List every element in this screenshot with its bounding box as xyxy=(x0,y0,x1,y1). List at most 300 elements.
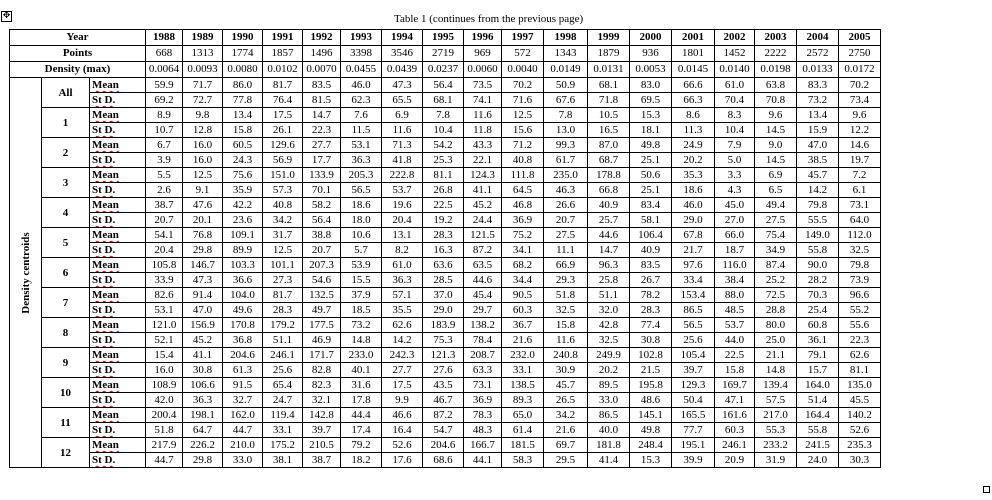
value-cell: 35.5 xyxy=(382,303,423,318)
mean-label: Mean xyxy=(92,169,119,181)
value-cell: 29.3 xyxy=(544,273,588,288)
value-cell: 46.0 xyxy=(341,78,382,93)
value-cell: 166.7 xyxy=(464,438,502,453)
year-row-cell: 2000 xyxy=(630,30,672,46)
value-cell: 140.2 xyxy=(839,408,881,423)
table-row xyxy=(10,453,881,468)
value-cell: 175.2 xyxy=(263,438,303,453)
value-cell: 73.5 xyxy=(464,78,502,93)
value-cell: 9.9 xyxy=(382,393,423,408)
value-cell: 48.5 xyxy=(715,303,755,318)
value-cell: 138.2 xyxy=(464,318,502,333)
value-cell: 124.3 xyxy=(464,168,502,183)
value-cell: 7.8 xyxy=(544,108,588,123)
value-cell: 64.0 xyxy=(839,213,881,228)
value-cell: 8.2 xyxy=(382,243,423,258)
std-dev-label: St D. xyxy=(92,244,116,256)
value-cell: 54.6 xyxy=(303,273,341,288)
table-move-handle-icon[interactable]: ✥ xyxy=(2,11,11,21)
year-row-cell: 1994 xyxy=(382,30,423,46)
value-cell: 71.2 xyxy=(502,138,544,153)
value-cell: 87.4 xyxy=(755,258,797,273)
mean-label: Mean xyxy=(92,199,119,211)
value-cell: 83.3 xyxy=(797,78,839,93)
value-cell: 204.6 xyxy=(223,348,263,363)
value-cell: 15.8 xyxy=(544,318,588,333)
value-cell: 54.1 xyxy=(146,228,183,243)
value-cell: 34.1 xyxy=(502,243,544,258)
points-row-cell: 1452 xyxy=(715,46,755,62)
value-cell: 5.0 xyxy=(715,153,755,168)
value-cell: 33.0 xyxy=(223,453,263,468)
value-cell: 22.5 xyxy=(715,348,755,363)
value-cell: 75.3 xyxy=(423,333,464,348)
value-cell: 39.9 xyxy=(672,453,715,468)
value-cell: 11.1 xyxy=(544,243,588,258)
value-cell: 161.6 xyxy=(715,408,755,423)
value-cell: 46.8 xyxy=(502,198,544,213)
value-cell: 38.4 xyxy=(715,273,755,288)
points-row xyxy=(10,46,881,62)
value-cell: 14.8 xyxy=(341,333,382,348)
value-cell: 52.6 xyxy=(382,438,423,453)
table-row xyxy=(10,78,881,93)
stat-label-cell xyxy=(90,228,146,243)
value-cell: 27.7 xyxy=(382,363,423,378)
value-cell: 83.5 xyxy=(303,78,341,93)
std-dev-label: St D. xyxy=(92,394,116,406)
value-cell: 18.0 xyxy=(341,213,382,228)
value-cell: 82.6 xyxy=(146,288,183,303)
value-cell: 121.3 xyxy=(423,348,464,363)
std-dev-label: St D. xyxy=(92,94,116,106)
points-row-cell: 572 xyxy=(502,46,544,62)
value-cell: 25.4 xyxy=(797,303,839,318)
value-cell: 90.5 xyxy=(502,288,544,303)
value-cell: 16.5 xyxy=(588,123,630,138)
mean-label: Mean xyxy=(92,409,119,421)
value-cell: 79.2 xyxy=(341,438,382,453)
value-cell: 217.0 xyxy=(755,408,797,423)
value-cell: 10.5 xyxy=(588,108,630,123)
density-row-cell: 0.0080 xyxy=(223,62,263,78)
value-cell: 25.0 xyxy=(755,333,797,348)
stat-label-cell xyxy=(90,213,146,228)
value-cell: 61.0 xyxy=(382,258,423,273)
value-cell: 89.3 xyxy=(502,393,544,408)
value-cell: 29.5 xyxy=(544,453,588,468)
value-cell: 25.6 xyxy=(263,363,303,378)
density-row-cell: 0.0064 xyxy=(146,62,183,78)
value-cell: 61.4 xyxy=(502,423,544,438)
value-cell: 28.3 xyxy=(423,228,464,243)
value-cell: 70.8 xyxy=(755,93,797,108)
value-cell: 49.8 xyxy=(630,138,672,153)
density-row-cell: 0.0060 xyxy=(464,62,502,78)
value-cell: 44.0 xyxy=(715,333,755,348)
value-cell: 14.6 xyxy=(839,138,881,153)
points-row-cell: 1343 xyxy=(544,46,588,62)
year-row-label: Year xyxy=(10,30,146,46)
value-cell: 36.6 xyxy=(223,273,263,288)
mean-label: Mean xyxy=(92,139,119,151)
value-cell: 241.5 xyxy=(797,438,839,453)
value-cell: 6.9 xyxy=(382,108,423,123)
value-cell: 22.3 xyxy=(303,123,341,138)
value-cell: 200.4 xyxy=(146,408,183,423)
value-cell: 28.5 xyxy=(423,273,464,288)
value-cell: 41.1 xyxy=(464,183,502,198)
value-cell: 11.6 xyxy=(544,333,588,348)
value-cell: 26.5 xyxy=(544,393,588,408)
mean-label: Mean xyxy=(92,439,119,451)
density-row-label: Density (max) xyxy=(10,62,146,78)
year-row-cell: 2005 xyxy=(839,30,881,46)
value-cell: 71.3 xyxy=(382,138,423,153)
value-cell: 70.2 xyxy=(839,78,881,93)
value-cell: 8.6 xyxy=(672,108,715,123)
value-cell: 33.9 xyxy=(146,273,183,288)
value-cell: 58.3 xyxy=(502,453,544,468)
value-cell: 36.1 xyxy=(797,333,839,348)
points-row-cell: 1774 xyxy=(223,46,263,62)
year-row-cell: 1989 xyxy=(183,30,223,46)
value-cell: 59.9 xyxy=(146,78,183,93)
value-cell: 179.2 xyxy=(263,318,303,333)
value-cell: 29.0 xyxy=(423,303,464,318)
value-cell: 17.6 xyxy=(382,453,423,468)
value-cell: 183.9 xyxy=(423,318,464,333)
stat-label-cell xyxy=(90,453,146,468)
value-cell: 81.5 xyxy=(303,93,341,108)
value-cell: 71.7 xyxy=(183,78,223,93)
value-cell: 38.5 xyxy=(797,153,839,168)
value-cell: 21.6 xyxy=(544,423,588,438)
value-cell: 102.8 xyxy=(630,348,672,363)
value-cell: 51.8 xyxy=(544,288,588,303)
value-cell: 31.6 xyxy=(341,378,382,393)
points-row-cell: 2750 xyxy=(839,46,881,62)
stat-label-cell xyxy=(90,363,146,378)
stat-label-cell xyxy=(90,138,146,153)
density-row-cell: 0.0172 xyxy=(839,62,881,78)
value-cell: 34.2 xyxy=(544,408,588,423)
density-row-cell: 0.0198 xyxy=(755,62,797,78)
value-cell: 29.8 xyxy=(183,243,223,258)
value-cell: 20.2 xyxy=(588,363,630,378)
value-cell: 8.3 xyxy=(715,108,755,123)
value-cell: 25.1 xyxy=(630,183,672,198)
value-cell: 41.8 xyxy=(382,153,423,168)
value-cell: 97.6 xyxy=(672,258,715,273)
value-cell: 87.0 xyxy=(588,138,630,153)
value-cell: 48.3 xyxy=(464,423,502,438)
value-cell: 11.6 xyxy=(382,123,423,138)
group-label: 6 xyxy=(42,258,90,288)
value-cell: 246.1 xyxy=(715,438,755,453)
group-label: 5 xyxy=(42,228,90,258)
value-cell: 82.8 xyxy=(303,363,341,378)
value-cell: 34.2 xyxy=(263,213,303,228)
value-cell: 15.8 xyxy=(715,363,755,378)
value-cell: 15.9 xyxy=(797,123,839,138)
group-label: 10 xyxy=(42,378,90,408)
value-cell: 46.0 xyxy=(672,198,715,213)
table-row xyxy=(10,153,881,168)
value-cell: 46.9 xyxy=(303,333,341,348)
value-cell: 77.8 xyxy=(223,93,263,108)
value-cell: 28.2 xyxy=(797,273,839,288)
value-cell: 240.8 xyxy=(544,348,588,363)
value-cell: 11.6 xyxy=(464,108,502,123)
value-cell: 121.5 xyxy=(464,228,502,243)
stat-label-cell xyxy=(90,108,146,123)
stat-label-cell xyxy=(90,93,146,108)
table-row xyxy=(10,288,881,303)
value-cell: 47.3 xyxy=(183,273,223,288)
density-row-cell: 0.0145 xyxy=(672,62,715,78)
points-row-cell: 1879 xyxy=(588,46,630,62)
value-cell: 44.4 xyxy=(341,408,382,423)
value-cell: 14.5 xyxy=(755,153,797,168)
group-label: 9 xyxy=(42,348,90,378)
table-row xyxy=(10,393,881,408)
value-cell: 51.8 xyxy=(146,423,183,438)
value-cell: 14.7 xyxy=(588,243,630,258)
table-row xyxy=(10,423,881,438)
value-cell: 38.7 xyxy=(303,453,341,468)
value-cell: 61.3 xyxy=(223,363,263,378)
std-dev-label: St D. xyxy=(92,184,116,196)
value-cell: 6.5 xyxy=(755,183,797,198)
value-cell: 64.5 xyxy=(502,183,544,198)
value-cell: 17.7 xyxy=(303,153,341,168)
value-cell: 6.1 xyxy=(839,183,881,198)
value-cell: 61.0 xyxy=(715,78,755,93)
value-cell: 145.1 xyxy=(630,408,672,423)
stat-label-cell xyxy=(90,333,146,348)
value-cell: 66.3 xyxy=(672,93,715,108)
value-cell: 222.8 xyxy=(382,168,423,183)
value-cell: 46.7 xyxy=(423,393,464,408)
value-cell: 65.0 xyxy=(502,408,544,423)
value-cell: 116.0 xyxy=(715,258,755,273)
value-cell: 32.5 xyxy=(544,303,588,318)
value-cell: 3.3 xyxy=(715,168,755,183)
value-cell: 11.3 xyxy=(672,123,715,138)
value-cell: 21.7 xyxy=(672,243,715,258)
value-cell: 8.9 xyxy=(146,108,183,123)
value-cell: 233.2 xyxy=(755,438,797,453)
year-row-cell: 1990 xyxy=(223,30,263,46)
mean-label: Mean xyxy=(92,79,119,91)
value-cell: 106.6 xyxy=(183,378,223,393)
value-cell: 52.6 xyxy=(839,423,881,438)
value-cell: 11.8 xyxy=(464,123,502,138)
value-cell: 45.4 xyxy=(464,288,502,303)
value-cell: 40.8 xyxy=(263,198,303,213)
value-cell: 46.3 xyxy=(544,183,588,198)
value-cell: 129.3 xyxy=(672,378,715,393)
value-cell: 25.8 xyxy=(588,273,630,288)
value-cell: 24.0 xyxy=(797,453,839,468)
value-cell: 26.6 xyxy=(544,198,588,213)
value-cell: 22.5 xyxy=(423,198,464,213)
value-cell: 78.3 xyxy=(464,408,502,423)
value-cell: 45.0 xyxy=(715,198,755,213)
value-cell: 52.1 xyxy=(146,333,183,348)
stat-label-cell xyxy=(90,153,146,168)
value-cell: 195.8 xyxy=(630,378,672,393)
value-cell: 80.0 xyxy=(755,318,797,333)
value-cell: 16.4 xyxy=(382,423,423,438)
value-cell: 12.8 xyxy=(183,123,223,138)
value-cell: 44.7 xyxy=(223,423,263,438)
points-row-cell: 1313 xyxy=(183,46,223,62)
value-cell: 169.7 xyxy=(715,378,755,393)
stat-label-cell xyxy=(90,168,146,183)
group-label: 7 xyxy=(42,288,90,318)
value-cell: 44.7 xyxy=(146,453,183,468)
stat-label-cell xyxy=(90,243,146,258)
value-cell: 101.1 xyxy=(263,258,303,273)
group-label: 4 xyxy=(42,198,90,228)
value-cell: 15.7 xyxy=(797,363,839,378)
value-cell: 210.0 xyxy=(223,438,263,453)
value-cell: 6.9 xyxy=(755,168,797,183)
value-cell: 64.7 xyxy=(183,423,223,438)
value-cell: 36.3 xyxy=(382,273,423,288)
value-cell: 7.6 xyxy=(341,108,382,123)
mean-label: Mean xyxy=(92,289,119,301)
value-cell: 66.6 xyxy=(672,78,715,93)
value-cell: 5.5 xyxy=(146,168,183,183)
value-cell: 71.8 xyxy=(588,93,630,108)
value-cell: 22.1 xyxy=(464,153,502,168)
value-cell: 79.8 xyxy=(797,198,839,213)
table-row xyxy=(10,273,881,288)
value-cell: 79.1 xyxy=(797,348,839,363)
value-cell: 38.8 xyxy=(303,228,341,243)
value-cell: 45.5 xyxy=(839,393,881,408)
value-cell: 91.5 xyxy=(223,378,263,393)
value-cell: 78.4 xyxy=(464,333,502,348)
value-cell: 90.0 xyxy=(797,258,839,273)
table-row xyxy=(10,138,881,153)
value-cell: 49.8 xyxy=(630,423,672,438)
points-row-cell: 1496 xyxy=(303,46,341,62)
table-resize-handle[interactable] xyxy=(983,486,990,493)
value-cell: 38.7 xyxy=(146,198,183,213)
value-cell: 66.8 xyxy=(588,183,630,198)
value-cell: 156.9 xyxy=(183,318,223,333)
value-cell: 43.3 xyxy=(464,138,502,153)
value-cell: 10.4 xyxy=(423,123,464,138)
stat-label-cell xyxy=(90,393,146,408)
table-row xyxy=(10,348,881,363)
value-cell: 73.9 xyxy=(839,273,881,288)
value-cell: 36.3 xyxy=(341,153,382,168)
value-cell: 63.3 xyxy=(464,363,502,378)
value-cell: 12.5 xyxy=(263,243,303,258)
mean-label: Mean xyxy=(92,109,119,121)
stat-label-cell xyxy=(90,438,146,453)
value-cell: 39.7 xyxy=(672,363,715,378)
value-cell: 87.2 xyxy=(464,243,502,258)
value-cell: 27.5 xyxy=(544,228,588,243)
value-cell: 81.1 xyxy=(423,168,464,183)
value-cell: 135.0 xyxy=(839,378,881,393)
value-cell: 70.2 xyxy=(502,78,544,93)
group-label: 2 xyxy=(42,138,90,168)
value-cell: 20.7 xyxy=(146,213,183,228)
value-cell: 108.9 xyxy=(146,378,183,393)
value-cell: 88.0 xyxy=(715,288,755,303)
value-cell: 39.7 xyxy=(303,423,341,438)
value-cell: 16.0 xyxy=(183,153,223,168)
value-cell: 48.6 xyxy=(630,393,672,408)
value-cell: 14.2 xyxy=(382,333,423,348)
value-cell: 27.5 xyxy=(755,213,797,228)
value-cell: 24.4 xyxy=(464,213,502,228)
value-cell: 68.1 xyxy=(588,78,630,93)
value-cell: 18.6 xyxy=(672,183,715,198)
value-cell: 32.7 xyxy=(223,393,263,408)
value-cell: 65.5 xyxy=(382,93,423,108)
table-row xyxy=(10,243,881,258)
value-cell: 43.5 xyxy=(423,378,464,393)
table-caption: Table 1 (continues from the previous page) xyxy=(394,13,584,25)
value-cell: 7.9 xyxy=(715,138,755,153)
value-cell: 47.3 xyxy=(382,78,423,93)
value-cell: 35.9 xyxy=(223,183,263,198)
value-cell: 15.4 xyxy=(146,348,183,363)
value-cell: 76.8 xyxy=(183,228,223,243)
value-cell: 15.3 xyxy=(630,453,672,468)
value-cell: 17.5 xyxy=(263,108,303,123)
value-cell: 16.0 xyxy=(146,363,183,378)
value-cell: 207.3 xyxy=(303,258,341,273)
value-cell: 105.4 xyxy=(672,348,715,363)
std-dev-label: St D. xyxy=(92,214,116,226)
table-row xyxy=(10,108,881,123)
value-cell: 27.0 xyxy=(715,213,755,228)
value-cell: 20.4 xyxy=(146,243,183,258)
density-row-cell: 0.0149 xyxy=(544,62,588,78)
value-cell: 53.9 xyxy=(341,258,382,273)
value-cell: 77.4 xyxy=(630,318,672,333)
value-cell: 17.4 xyxy=(341,423,382,438)
density-row-cell: 0.0455 xyxy=(341,62,382,78)
value-cell: 55.8 xyxy=(797,243,839,258)
value-cell: 66.0 xyxy=(715,228,755,243)
value-cell: 226.2 xyxy=(183,438,223,453)
value-cell: 26.1 xyxy=(263,123,303,138)
value-cell: 45.7 xyxy=(544,378,588,393)
year-row-cell: 1996 xyxy=(464,30,502,46)
density-row-cell: 0.0140 xyxy=(715,62,755,78)
points-row-label: Points xyxy=(10,46,146,62)
value-cell: 83.4 xyxy=(630,198,672,213)
value-cell: 165.5 xyxy=(672,408,715,423)
value-cell: 121.0 xyxy=(146,318,183,333)
value-cell: 13.1 xyxy=(382,228,423,243)
value-cell: 12.5 xyxy=(183,168,223,183)
table-row xyxy=(10,213,881,228)
group-label: 11 xyxy=(42,408,90,438)
value-cell: 86.5 xyxy=(672,303,715,318)
value-cell: 7.8 xyxy=(423,108,464,123)
